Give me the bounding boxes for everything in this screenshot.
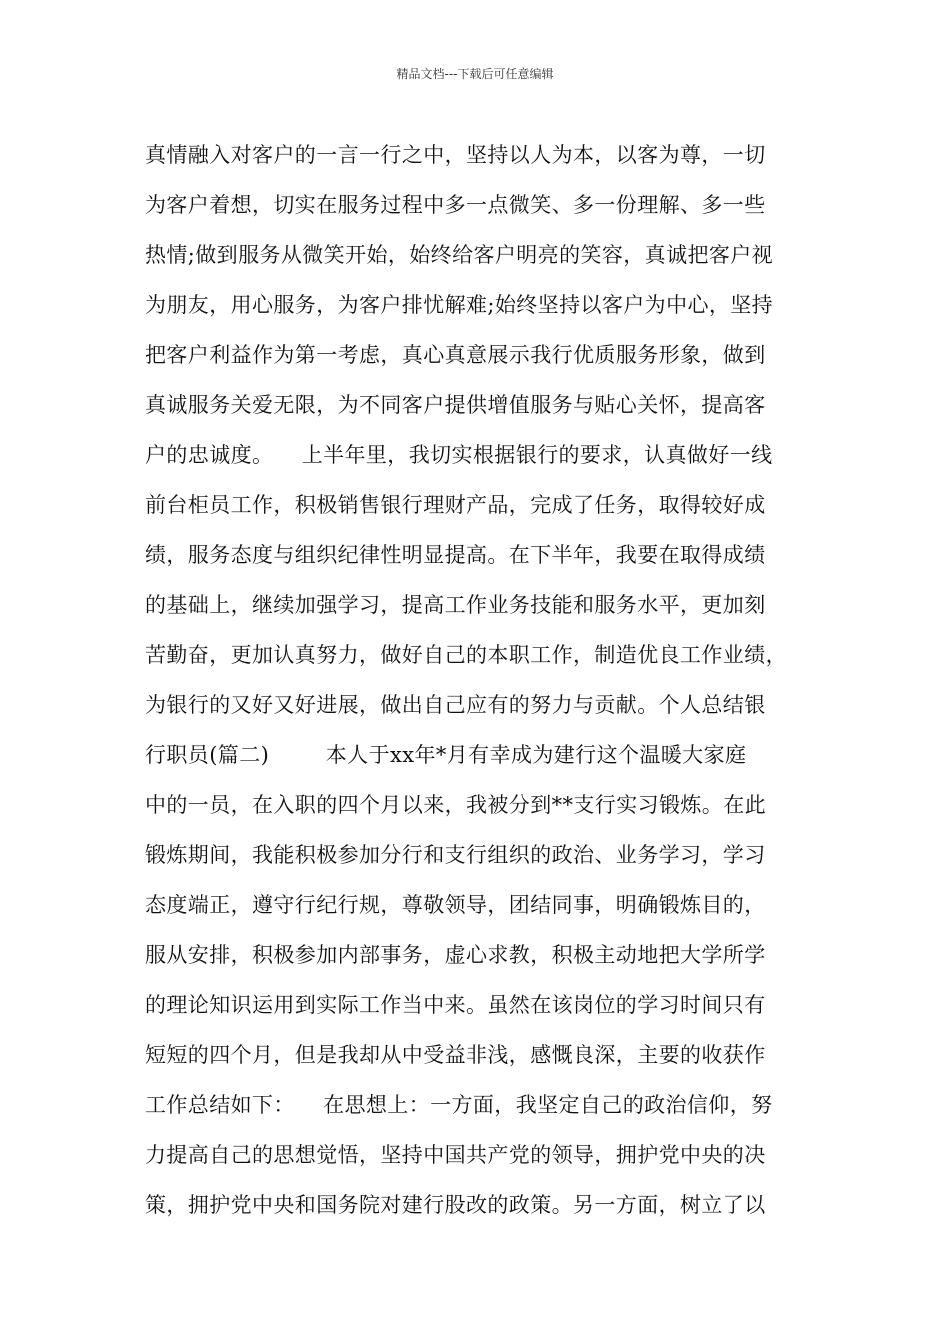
text-line: 锻炼期间，我能积极参加分行和支行组织的政治、业务学习，学习 [145, 843, 766, 867]
text-line: 行职员(篇二) 本人于xx年*月有幸成为建行这个温暖大家庭 [145, 743, 747, 767]
text-line: 前台柜员工作，积极销售银行理财产品，完成了任务，取得较好成 [145, 493, 766, 517]
document-body [145, 130, 825, 1230]
text-line: 真诚服务关爱无限，为不同客户提供增值服务与贴心关怀，提高客 [145, 393, 766, 417]
text-line: 为银行的又好又好进展，做出自己应有的努力与贡献。个人总结银 [145, 693, 766, 717]
text-line: 热情;做到服务从微笑开始，始终给客户明亮的笑容，真诚把客户视 [145, 243, 774, 267]
text-line: 策，拥护党中央和国务院对建行股改的政策。另一方面，树立了以 [145, 1193, 766, 1217]
text-line: 服从安排，积极参加内部事务，虚心求教，积极主动地把大学所学 [145, 943, 766, 967]
text-line: 绩，服务态度与组织纪律性明显提高。在下半年，我要在取得成绩 [145, 543, 766, 567]
text-line: 苦勤奋，更加认真努力，做好自己的本职工作，制造优良工作业绩， [145, 643, 787, 667]
text-line: 把客户利益作为第一考虑，真心真意展示我行优质服务形象，做到 [145, 343, 766, 367]
text-line: 真情融入对客户的一言一行之中，坚持以人为本，以客为尊，一切 [145, 143, 766, 167]
text-line: 中的一员，在入职的四个月以来，我被分到**支行实习锻炼。在此 [145, 793, 766, 817]
text-line: 户的忠诚度。 上半年里，我切实根据银行的要求，认真做好一线 [145, 443, 773, 467]
text-line: 为朋友，用心服务，为客户排忧解难;始终坚持以客户为中心，坚持 [145, 293, 774, 317]
text-line: 的基础上，继续加强学习，提高工作业务技能和服务水平，更加刻 [145, 593, 766, 617]
text-line: 为客户着想，切实在服务过程中多一点微笑、多一份理解、多一些 [145, 193, 766, 217]
text-line: 态度端正，遵守行纪行规，尊敬领导，团结同事，明确锻炼目的， [145, 893, 766, 917]
text-line: 工作总结如下： 在思想上：一方面，我坚定自己的政治信仰，努 [145, 1093, 773, 1117]
page-header: 精品文档---下载后可任意编辑 [396, 67, 554, 81]
text-line: 的理论知识运用到实际工作当中来。虽然在该岗位的学习时间只有 [145, 993, 766, 1017]
text-line: 短短的四个月，但是我却从中受益非浅，感慨良深，主要的收获作 [145, 1043, 766, 1067]
text-line: 力提高自己的思想觉悟，坚持中国共产党的领导，拥护党中央的决 [145, 1143, 766, 1167]
